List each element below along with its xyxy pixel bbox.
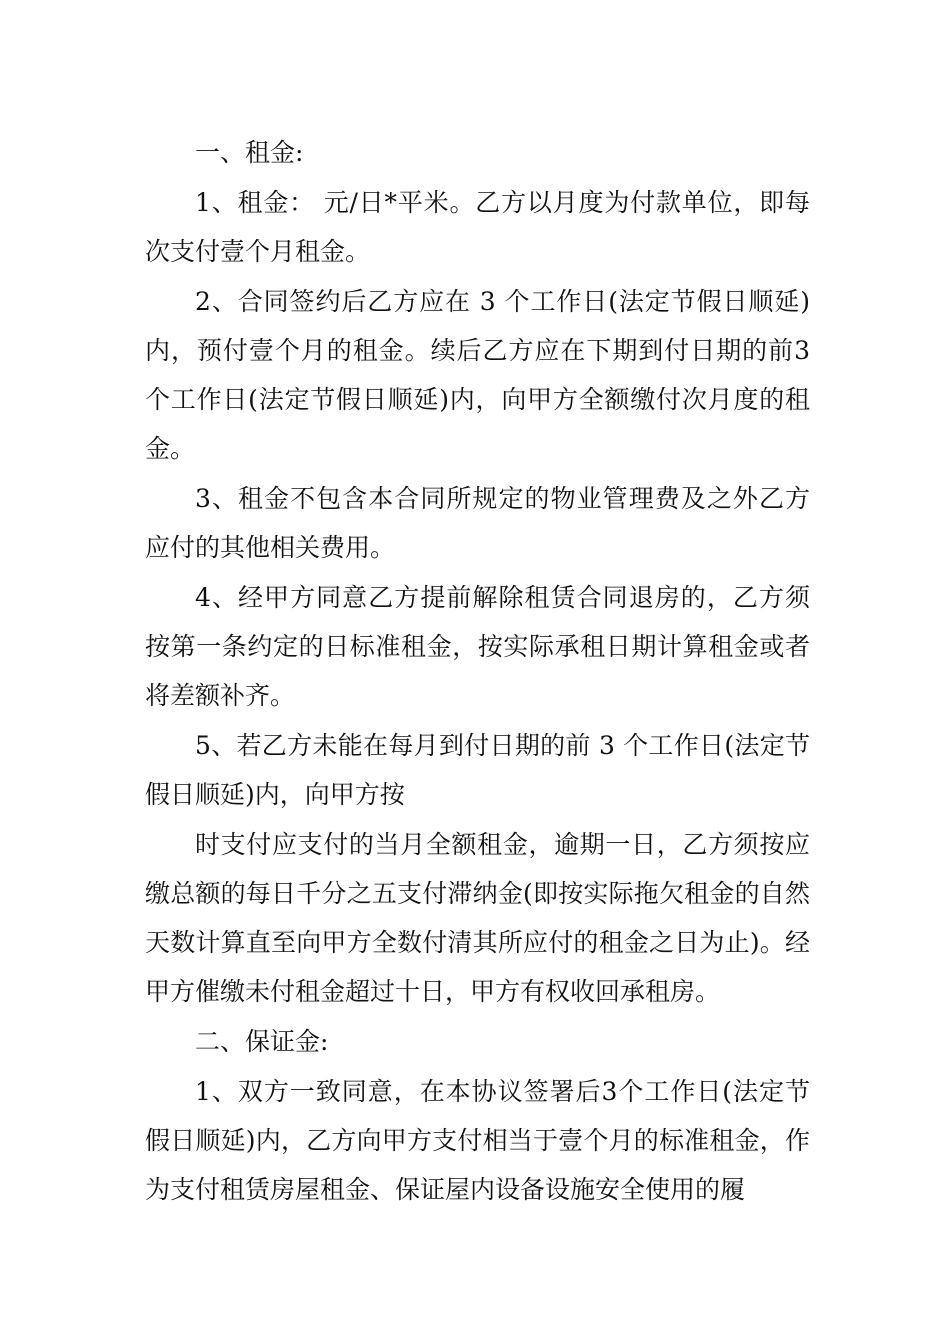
paragraph-deposit-1: 1、双方一致同意，在本协议签署后3个工作日(法定节假日顺延)内，乙方向甲方支付相当于壹个月的标准租金，作为支付租赁房屋租金、保证屋内设备设施安全使用的履 [145, 1077, 810, 1204]
section-heading-rent: 一、租金: [195, 138, 304, 167]
paragraph-rent-5: 5、若乙方未能在每月到付日期的前 3 个工作日(法定节假日顺延)内，向甲方按 [145, 731, 810, 809]
paragraph-rent-5-continued: 时支付应支付的当月全额租金，逾期一日，乙方须按应缴总额的每日千分之五支付滞纳金(即按实际拖欠租金的自然天数计算直至向甲方全数付清其所应付的租金之日为止)。经甲方催缴未付租金超过十日，甲方有权收回承租房。 [145, 830, 810, 1006]
document-body [145, 128, 810, 1215]
paragraph-rent-2: 2、合同签约后乙方应在 3 个工作日(法定节假日顺延)内，预付壹个月的租金。续后乙方应在下期到付日期的前3个工作日(法定节假日顺延)内，向甲方全额缴付次月度的租金。 [145, 287, 810, 463]
paragraph-rent-1: 1、租金： 元/日*平米。乙方以月度为付款单位，即每次支付壹个月租金。 [145, 188, 810, 266]
section-heading-deposit: 二、保证金: [195, 1027, 329, 1056]
paragraph-rent-3: 3、租金不包含本合同所规定的物业管理费及之外乙方应付的其他相关费用。 [145, 484, 810, 562]
paragraph-rent-4: 4、经甲方同意乙方提前解除租赁合同退房的，乙方须按第一条约定的日标准租金，按实际承租日期计算租金或者将差额补齐。 [145, 583, 810, 710]
